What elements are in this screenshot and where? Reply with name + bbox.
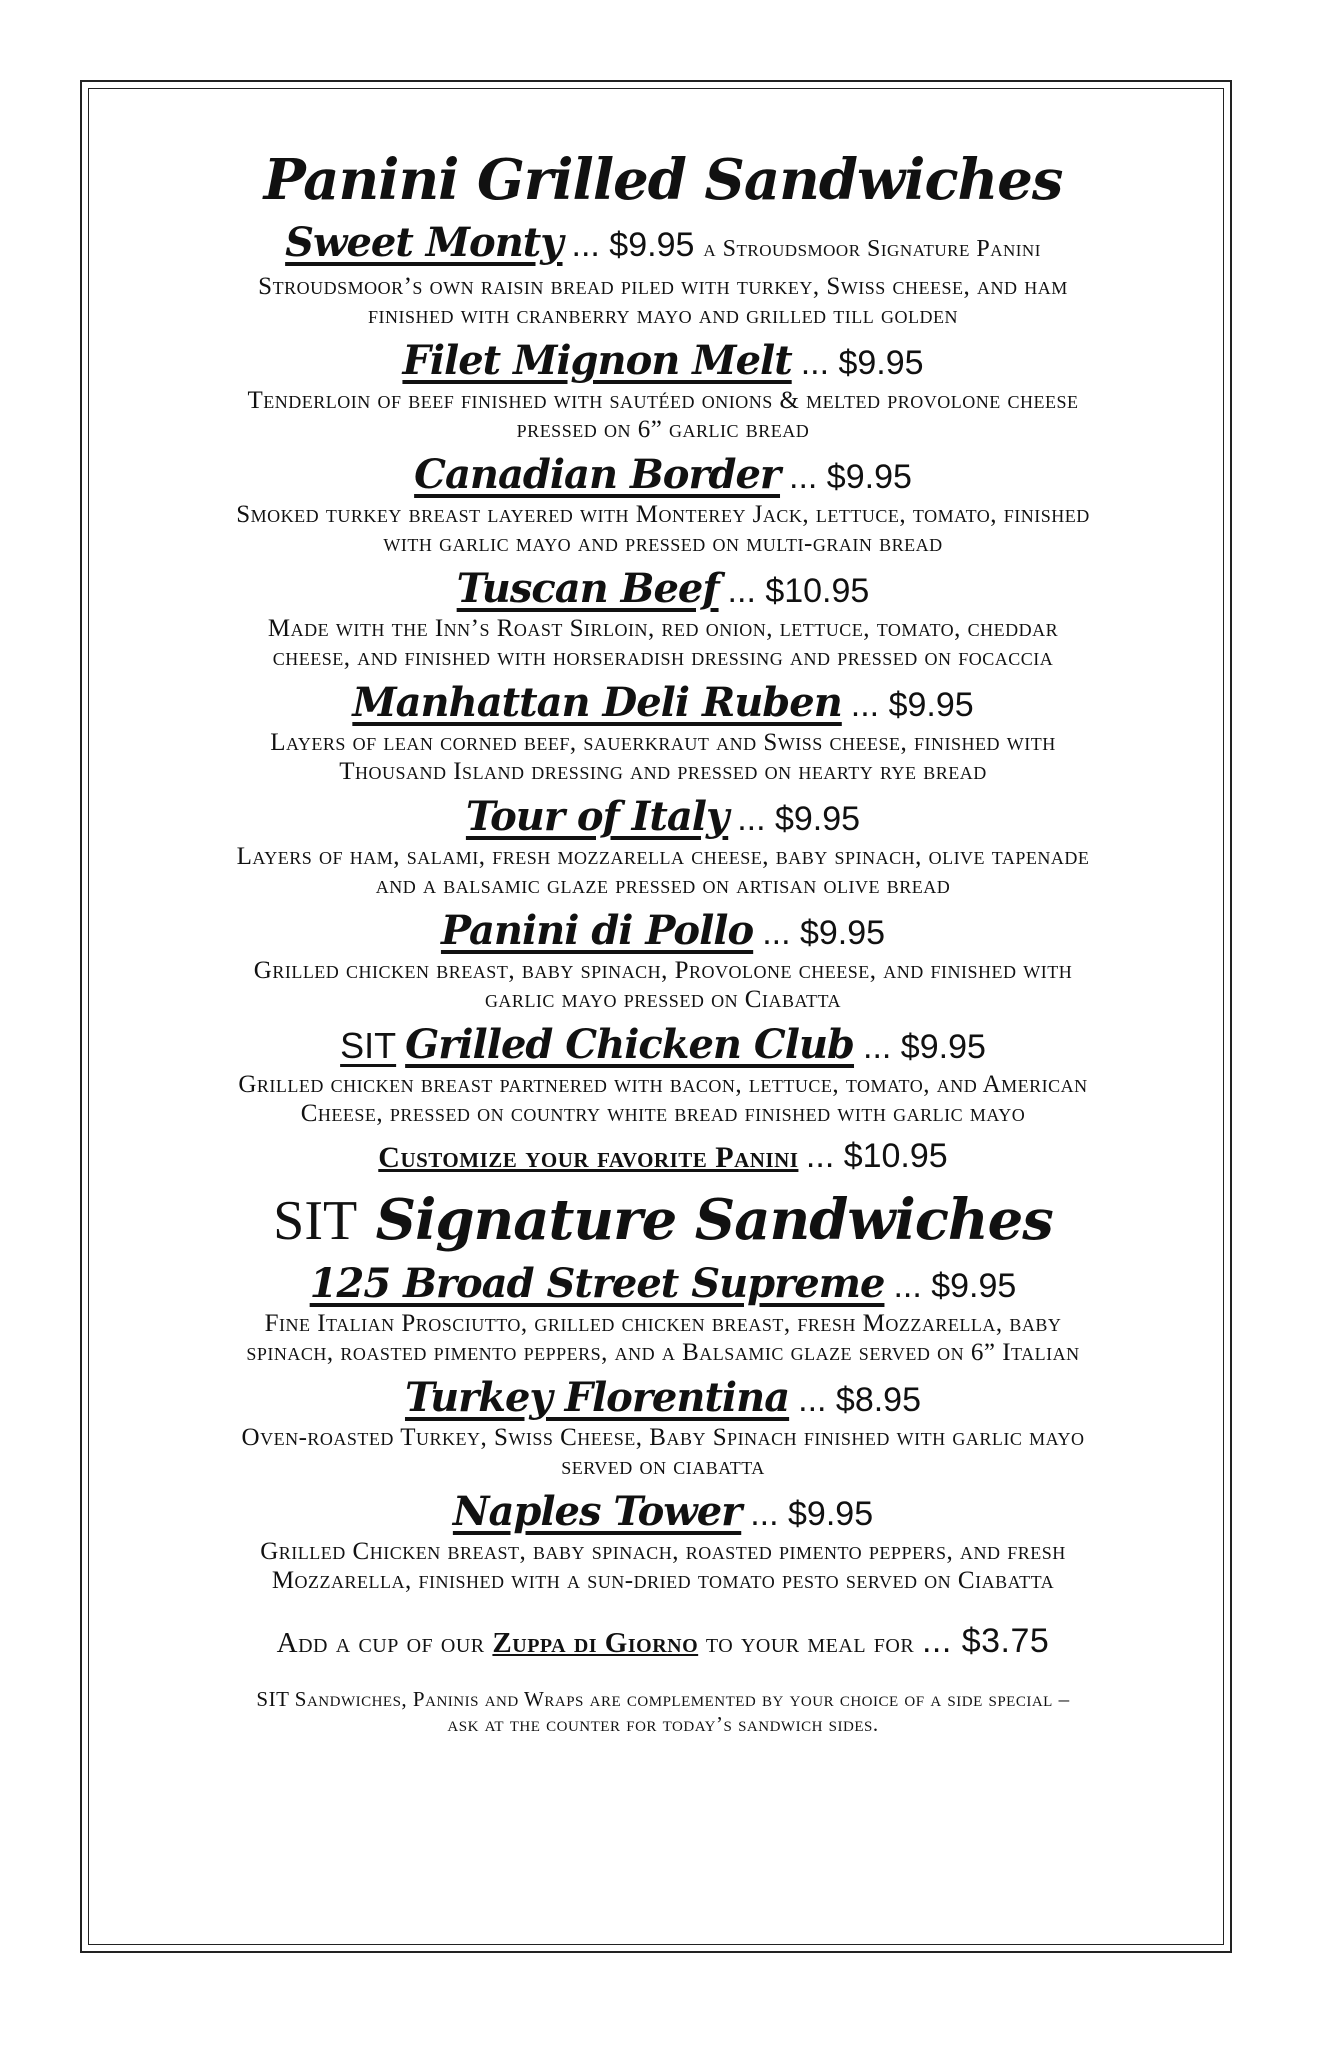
footer-note — [98, 1687, 1228, 1737]
customize-panini-line — [98, 1136, 1228, 1178]
item-price: ... $9.95 — [789, 458, 912, 496]
item-description-line: Tenderloin of beef finished with sautéed onions & melted provolone cheese — [247, 387, 1079, 414]
item-price: ... $10.95 — [727, 572, 870, 610]
item-description-line: Cheese, pressed on country white bread finished with garlic mayo — [300, 1100, 1026, 1127]
customize-panini-price: ... $10.95 — [805, 1137, 948, 1175]
item-description-line: Made with the Inn’s Roast Sirloin, red onion, lettuce, tomato, cheddar — [267, 615, 1059, 642]
item-price: ... $8.95 — [798, 1381, 921, 1419]
item-description-line: finished with cranberry mayo and grilled till golden — [367, 302, 959, 329]
item-name: Naples Tower — [452, 1488, 742, 1535]
menu-item-canadian-border — [98, 452, 1228, 558]
item-description-line: garlic mayo pressed on Ciabatta — [484, 986, 842, 1013]
item-description-line: pressed on 6” garlic bread — [516, 416, 810, 443]
menu-item-tour-of-italy — [98, 794, 1228, 900]
soup-price: ... $3.75 — [921, 1622, 1050, 1660]
menu-item-tuscan-beef — [98, 566, 1228, 672]
menu-item-sweet-monty — [98, 220, 1228, 330]
signature-title-text: Signature Sandwiches — [375, 1187, 1053, 1253]
signature-section-title — [98, 1188, 1228, 1253]
item-description-line: Fine Italian Prosciutto, grilled chicken breast, fresh Mozzarella, baby — [264, 1310, 1062, 1337]
soup-addon-line — [98, 1621, 1228, 1663]
item-description-line: served on ciabatta — [561, 1453, 765, 1480]
customize-panini-label: Customize your favorite Panini — [378, 1141, 799, 1174]
menu-item-manhattan-deli-ruben — [98, 680, 1228, 786]
menu-item-turkey-florentina — [98, 1375, 1228, 1481]
item-price: ... $9.95 — [850, 686, 974, 724]
item-description-line: Stroudsmoor’s own raisin bread piled with turkey, Swiss cheese, and ham — [258, 273, 1068, 300]
item-description-line: Mozzarella, finished with a sun-dried tomato pesto served on Ciabatta — [271, 1567, 1055, 1594]
item-name: Grilled Chicken Club — [405, 1021, 855, 1068]
item-name: Tour of Italy — [465, 793, 729, 840]
item-name: Turkey Florentina — [404, 1374, 790, 1421]
item-name: Panini di Pollo — [440, 907, 754, 954]
menu-content — [98, 148, 1228, 1737]
soup-text-before: Add a cup of our — [276, 1627, 485, 1659]
item-description-line: Thousand Island dressing and pressed on hearty rye bread — [339, 758, 987, 785]
item-price: ... $9.95 — [762, 914, 886, 952]
item-price: ... $9.95 — [737, 800, 861, 838]
item-price: ... $9.95 — [750, 1495, 874, 1533]
item-description-line: Smoked turkey breast layered with Monterey Jack, lettuce, tomato, finished — [236, 501, 1090, 528]
item-description-line: and a balsamic glaze pressed on artisan olive bread — [375, 872, 951, 899]
item-name: Sweet Monty — [285, 219, 563, 266]
menu-item-filet-mignon-melt — [98, 338, 1228, 444]
item-description-line: Layers of lean corned beef, sauerkraut and Swiss cheese, finished with — [270, 729, 1056, 756]
item-name-prefix: SIT — [340, 1025, 397, 1066]
item-price: ... $9.95 — [863, 1028, 986, 1066]
item-name: Tuscan Beef — [456, 565, 719, 612]
menu-item-125-broad-street-supreme — [98, 1261, 1228, 1367]
item-name: Filet Mignon Melt — [402, 337, 792, 384]
menu-item-sit-grilled-chicken-club — [98, 1022, 1228, 1128]
item-description-line: cheese, and finished with horseradish dressing and pressed on focaccia — [272, 644, 1054, 671]
item-description-line: with garlic mayo and pressed on multi-grain bread — [383, 530, 943, 557]
soup-text-after: to your meal for — [705, 1627, 915, 1659]
item-name: 125 Broad Street Supreme — [309, 1260, 885, 1307]
item-price: ... $9.95 — [800, 344, 924, 382]
item-description-line: Oven-roasted Turkey, Swiss Cheese, Baby Spinach finished with garlic mayo — [241, 1424, 1085, 1451]
item-description-line: spinach, roasted pimento peppers, and a Balsamic glaze served on 6” Italian — [246, 1339, 1080, 1366]
footer-line: SIT Sandwiches, Paninis and Wraps are complemented by your choice of a side special – — [256, 1687, 1070, 1711]
menu-item-naples-tower — [98, 1489, 1228, 1595]
item-price: ... $9.95 — [571, 226, 695, 264]
item-price: ... $9.95 — [893, 1267, 1017, 1305]
footer-line: ask at the counter for today’s sandwich sides. — [447, 1712, 879, 1736]
signature-title-prefix: SIT — [273, 1190, 358, 1252]
item-description-line: Grilled chicken breast partnered with bacon, lettuce, tomato, and American — [238, 1071, 1088, 1098]
item-description-line: Layers of ham, salami, fresh mozzarella cheese, baby spinach, olive tapenade — [236, 843, 1090, 870]
item-name: Canadian Border — [414, 451, 781, 498]
menu-item-panini-di-pollo — [98, 908, 1228, 1014]
item-tagline: a Stroudsmoor Signature Panini — [703, 236, 1041, 262]
panini-section-title: Panini Grilled Sandwiches — [263, 147, 1063, 213]
item-description-line: Grilled Chicken breast, baby spinach, roasted pimento peppers, and fresh — [260, 1538, 1066, 1565]
item-description-line: Grilled chicken breast, baby spinach, Provolone cheese, and finished with — [253, 957, 1073, 984]
item-name: Manhattan Deli Ruben — [352, 679, 842, 726]
soup-name: Zuppa di Giorno — [492, 1627, 699, 1659]
